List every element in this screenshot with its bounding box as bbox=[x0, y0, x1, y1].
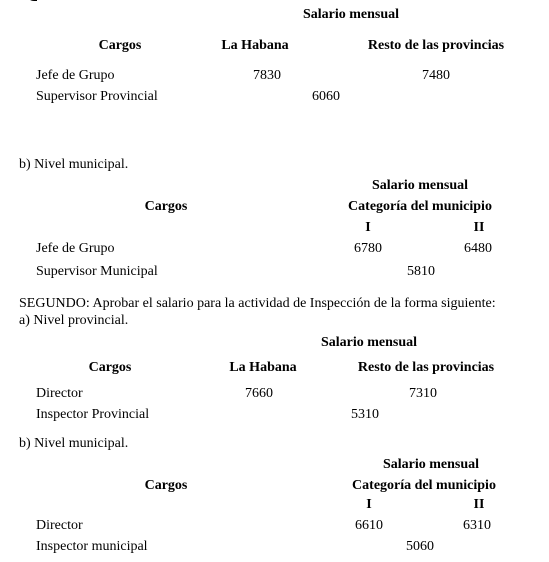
t2-row1-cargo: Jefe de Grupo bbox=[36, 241, 115, 256]
t2-header-cat2: II bbox=[473, 220, 485, 235]
t2-row2-cargo: Supervisor Municipal bbox=[36, 264, 158, 279]
t2-row2-unico: 5810 bbox=[407, 264, 435, 279]
t1-row2-cargo: Supervisor Provincial bbox=[36, 89, 158, 104]
t4-row1-cargo: Director bbox=[36, 518, 83, 533]
t4-row1-cat1: 6610 bbox=[355, 518, 383, 533]
t3-header-cargos: Cargos bbox=[88, 360, 132, 375]
heading-b2: b) Nivel municipal. bbox=[19, 436, 129, 451]
t3-row2-cargo: Inspector Provincial bbox=[36, 407, 150, 422]
t4-header-cargos: Cargos bbox=[144, 478, 188, 493]
t1-row1-resto: 7480 bbox=[422, 68, 450, 83]
t4-categoria: Categoría del municipio bbox=[352, 478, 496, 493]
t4-header-cat1: I bbox=[366, 497, 372, 512]
t3-salario-mensual: Salario mensual bbox=[320, 335, 418, 350]
heading-b1: b) Nivel municipal. bbox=[19, 157, 129, 172]
t2-categoria: Categoría del municipio bbox=[348, 199, 492, 214]
t3-header-resto: Resto de las provincias bbox=[357, 360, 495, 375]
t1-header-resto: Resto de las provincias bbox=[367, 38, 505, 53]
t1-row1-habana: 7830 bbox=[253, 68, 281, 83]
t2-header-cat1: I bbox=[365, 220, 371, 235]
t4-salario-mensual: Salario mensual bbox=[382, 457, 480, 472]
t2-row1-cat1: 6780 bbox=[354, 241, 382, 256]
t1-salario-mensual: Salario mensual bbox=[302, 7, 400, 22]
t1-row1-cargo: Jefe de Grupo bbox=[36, 68, 115, 83]
t4-row2-unico: 5060 bbox=[406, 539, 434, 554]
t1-header-habana: La Habana bbox=[221, 38, 289, 53]
t3-header-habana: La Habana bbox=[229, 360, 297, 375]
cut-off-text-fragment bbox=[26, 0, 37, 1]
t1-row2-unico: 6060 bbox=[312, 89, 340, 104]
heading-a2: a) Nivel provincial. bbox=[19, 313, 129, 328]
t2-row1-cat2: 6480 bbox=[464, 241, 492, 256]
t2-salario-mensual: Salario mensual bbox=[371, 178, 469, 193]
t1-header-cargos: Cargos bbox=[98, 38, 142, 53]
t4-header-cat2: II bbox=[473, 497, 485, 512]
segundo-paragraph: SEGUNDO: Aprobar el salario para la actividad de Inspección de la forma siguiente: bbox=[19, 296, 496, 311]
t2-header-cargos: Cargos bbox=[144, 199, 188, 214]
t3-row1-cargo: Director bbox=[36, 386, 83, 401]
t4-row1-cat2: 6310 bbox=[463, 518, 491, 533]
t3-row2-unico: 5310 bbox=[351, 407, 379, 422]
t3-row1-resto: 7310 bbox=[409, 386, 437, 401]
t3-row1-habana: 7660 bbox=[245, 386, 273, 401]
t4-row2-cargo: Inspector municipal bbox=[36, 539, 148, 554]
